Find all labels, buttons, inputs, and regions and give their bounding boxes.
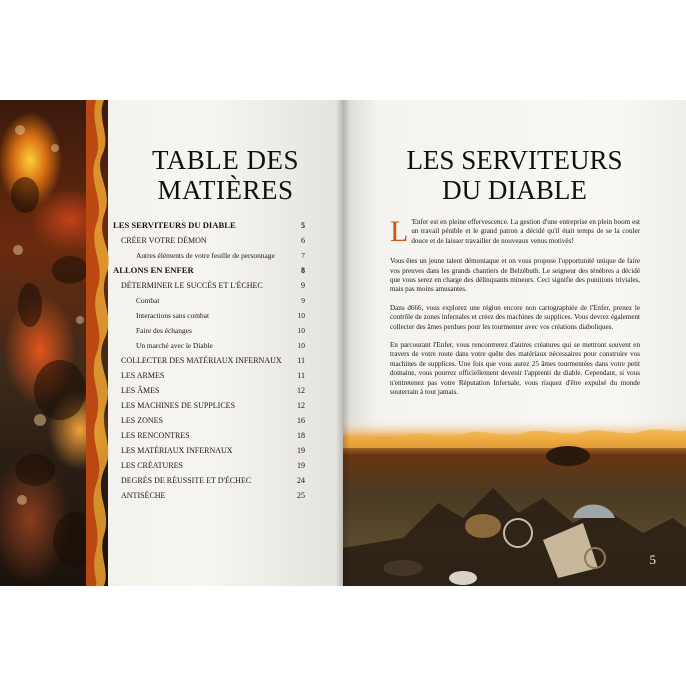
toc-entry — [113, 338, 305, 353]
toc-entry — [113, 278, 305, 293]
intro-paragraph-text: 'Enfer est en pleine effervescence. La gestion d'une entreprise en plein boom est un travail pénible et le grand patron a décidé qu'il était temps de se la couler douce et de laisser travailler de nouveaux venus motivés! — [411, 218, 640, 245]
body-paragraph: Dans d666, vous explorez une région encore non cartographiée de l'Enfer, prenez le contrôle de zones infernales et créez des machines de supplices. Vous devrez également collecter des âmes perdues pour les tourmenter avec vos créations diaboliques. — [390, 303, 640, 331]
toc-entry-page: 7 — [301, 251, 305, 260]
toc-entry-label: ALLONS EN ENFER — [113, 265, 194, 275]
toc-entry-page: 10 — [297, 311, 305, 320]
toc-entry-page: 19 — [297, 446, 305, 455]
toc-entry — [113, 473, 305, 488]
table-of-contents — [113, 218, 305, 503]
toc-entry — [113, 233, 305, 248]
toc-entry — [113, 488, 305, 503]
toc-entry-label: Interactions sans combat — [136, 311, 210, 320]
toc-entry-label: LES ÂMES — [121, 386, 160, 395]
toc-entry-label: LES ZONES — [121, 416, 163, 425]
toc-title — [108, 145, 343, 205]
toc-entry-label: DEGRÉS DE RÉUSSITE ET D'ÉCHEC — [121, 476, 252, 485]
toc-entry-label: LES CRÉATURES — [121, 461, 184, 470]
chapter-title-line1: LES SERVITEURS — [406, 145, 623, 175]
toc-entry — [113, 383, 305, 398]
toc-entry-page: 5 — [301, 221, 305, 230]
toc-entry-page: 11 — [297, 371, 305, 380]
toc-entry — [113, 293, 305, 308]
body-paragraph: Vous êtes un jeune talent démoniaque et on vous propose l'opportunité unique de faire vos preuves dans les grands chantiers de Belzébuth. Le seigneur des ténèbres a décidé que vous serez en charge des délinquants mineurs. Ceci signifie des punitions triviales, mais pas moins amusantes. — [390, 257, 640, 294]
toc-entry-label: COLLECTER DES MATÉRIAUX INFERNAUX — [121, 356, 282, 365]
toc-entry-page: 16 — [297, 416, 305, 425]
toc-entry — [113, 368, 305, 383]
toc-entry-label: ANTISÈCHE — [121, 491, 166, 500]
page-number: 5 — [649, 552, 656, 567]
toc-entry — [113, 443, 305, 458]
chapter-title-line2: DU DIABLE — [442, 175, 587, 205]
intro-paragraph — [390, 215, 640, 248]
hell-landscape-painting — [343, 418, 686, 586]
toc-entry-page: 18 — [297, 431, 305, 440]
toc-entry-label: DÉTERMINER LE SUCCÈS ET L'ÉCHEC — [121, 281, 263, 290]
toc-entry-label: Un marché avec le Diable — [136, 341, 213, 350]
chapter-title — [343, 145, 686, 205]
toc-entry-label: LES ARMES — [121, 371, 165, 380]
book-spread — [0, 100, 686, 586]
toc-entry-page: 9 — [301, 281, 305, 290]
toc-entry-page: 10 — [297, 326, 305, 335]
toc-entry — [113, 428, 305, 443]
toc-entry — [113, 413, 305, 428]
toc-entry-label: LES MACHINES DE SUPPLICES — [121, 401, 236, 410]
toc-entry-label: Autres éléments de votre feuille de personnage — [136, 251, 275, 260]
book-gutter — [336, 100, 350, 586]
toc-entry — [113, 218, 305, 233]
toc-entry — [113, 248, 305, 263]
right-page — [343, 100, 686, 586]
toc-entry-page: 10 — [297, 341, 305, 350]
toc-entry — [113, 353, 305, 368]
toc-entry — [113, 308, 305, 323]
toc-entry-page: 12 — [297, 386, 305, 395]
chapter-body — [390, 215, 640, 407]
toc-entry-page: 11 — [297, 356, 305, 365]
toc-entry-label: LES RENCONTRES — [121, 431, 190, 440]
toc-entry-label: Faire des échanges — [136, 326, 192, 335]
toc-title-line2: MATIÈRES — [157, 175, 294, 205]
toc-entry-page: 8 — [301, 266, 305, 275]
toc-entry-label: Combat — [136, 296, 160, 305]
toc-entry-page: 9 — [301, 296, 305, 305]
toc-entry-label: LES MATÉRIAUX INFERNAUX — [121, 446, 233, 455]
toc-entry-page: 25 — [297, 491, 305, 500]
toc-entry-page: 19 — [297, 461, 305, 470]
toc-entry-label: CRÉER VOTRE DÉMON — [121, 236, 207, 245]
toc-entry — [113, 398, 305, 413]
toc-entry-page: 24 — [297, 476, 305, 485]
toc-entry-label: LES SERVITEURS DU DIABLE — [113, 220, 236, 230]
toc-entry — [113, 458, 305, 473]
toc-entry — [113, 263, 305, 278]
dropcap: L — [390, 215, 409, 248]
left-page — [0, 100, 343, 586]
toc-entry-page: 12 — [297, 401, 305, 410]
body-paragraph: En parcourant l'Enfer, vous rencontrerez d'autres créatures qui se mettront souvent en travers de votre route dans votre quête des matériaux nécessaires pour construire vos machines de supplices. Une fois que vous aurez 25 âmes tourmentées dans votre petit domaine, vous pourrez officiellement devenir l'apprenti du diable. Cependant, si vous n'entretenez pas votre Réputation Infernale, vous risquez d'être expulsé du monde souterrain à tout jamais. — [390, 341, 640, 397]
toc-entry — [113, 323, 305, 338]
toc-title-line1: TABLE DES — [151, 145, 300, 175]
toc-entry-page: 6 — [301, 236, 305, 245]
